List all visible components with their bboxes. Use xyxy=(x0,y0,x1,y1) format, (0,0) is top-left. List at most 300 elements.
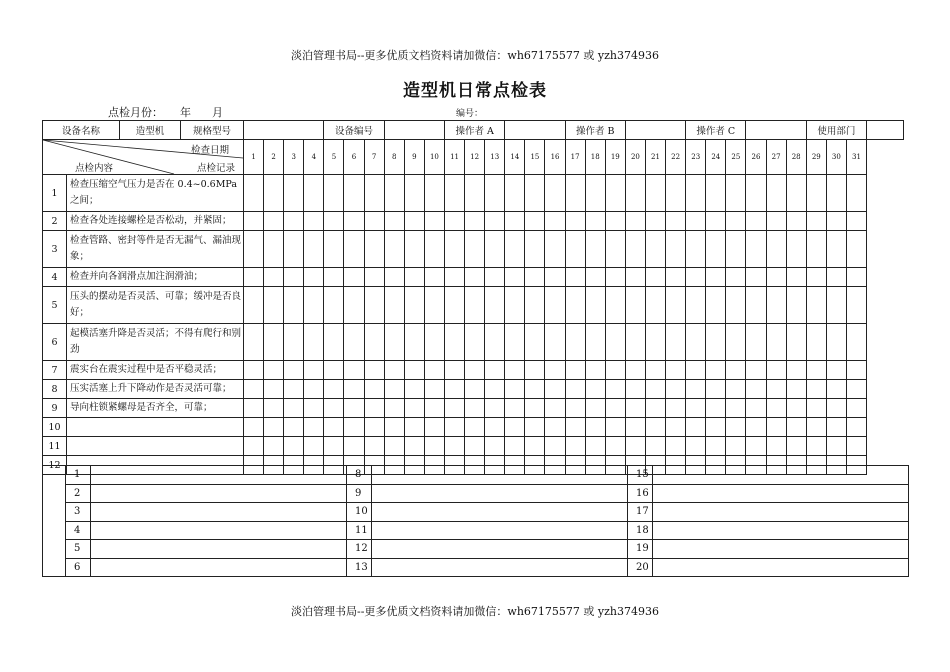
check-cell[interactable] xyxy=(846,361,866,380)
check-cell[interactable] xyxy=(666,212,686,231)
check-cell[interactable] xyxy=(465,231,485,268)
check-cell[interactable] xyxy=(846,437,866,456)
check-cell[interactable] xyxy=(505,361,525,380)
check-cell[interactable] xyxy=(444,361,464,380)
check-cell[interactable] xyxy=(384,418,404,437)
check-cell[interactable] xyxy=(384,175,404,212)
check-cell[interactable] xyxy=(465,268,485,287)
check-cell[interactable] xyxy=(364,212,384,231)
record-field[interactable] xyxy=(91,503,347,522)
check-cell[interactable] xyxy=(545,437,565,456)
check-cell[interactable] xyxy=(645,268,665,287)
check-cell[interactable] xyxy=(444,175,464,212)
check-cell[interactable] xyxy=(806,380,826,399)
check-cell[interactable] xyxy=(846,212,866,231)
record-field[interactable] xyxy=(372,503,628,522)
check-cell[interactable] xyxy=(625,231,645,268)
check-cell[interactable] xyxy=(364,231,384,268)
check-cell[interactable] xyxy=(726,175,746,212)
check-cell[interactable] xyxy=(324,437,344,456)
check-cell[interactable] xyxy=(525,324,545,361)
check-cell[interactable] xyxy=(625,212,645,231)
check-cell[interactable] xyxy=(826,399,846,418)
check-cell[interactable] xyxy=(806,437,826,456)
record-field[interactable] xyxy=(91,558,347,577)
check-cell[interactable] xyxy=(264,418,284,437)
check-cell[interactable] xyxy=(846,231,866,268)
check-cell[interactable] xyxy=(645,324,665,361)
check-cell[interactable] xyxy=(485,175,505,212)
check-cell[interactable] xyxy=(786,212,806,231)
check-cell[interactable] xyxy=(284,418,304,437)
check-cell[interactable] xyxy=(786,418,806,437)
check-cell[interactable] xyxy=(505,437,525,456)
check-cell[interactable] xyxy=(806,212,826,231)
check-cell[interactable] xyxy=(364,175,384,212)
check-cell[interactable] xyxy=(806,175,826,212)
check-cell[interactable] xyxy=(304,399,324,418)
check-cell[interactable] xyxy=(525,268,545,287)
check-cell[interactable] xyxy=(746,418,766,437)
check-cell[interactable] xyxy=(766,231,786,268)
check-cell[interactable] xyxy=(565,287,585,324)
check-cell[interactable] xyxy=(726,418,746,437)
check-cell[interactable] xyxy=(666,287,686,324)
check-cell[interactable] xyxy=(806,361,826,380)
record-field[interactable] xyxy=(372,558,628,577)
check-cell[interactable] xyxy=(545,418,565,437)
check-cell[interactable] xyxy=(645,380,665,399)
check-cell[interactable] xyxy=(545,380,565,399)
check-cell[interactable] xyxy=(324,380,344,399)
check-cell[interactable] xyxy=(565,175,585,212)
check-cell[interactable] xyxy=(384,399,404,418)
check-cell[interactable] xyxy=(424,399,444,418)
check-cell[interactable] xyxy=(505,287,525,324)
check-cell[interactable] xyxy=(625,287,645,324)
check-cell[interactable] xyxy=(826,361,846,380)
check-cell[interactable] xyxy=(304,231,324,268)
check-cell[interactable] xyxy=(324,268,344,287)
check-cell[interactable] xyxy=(485,437,505,456)
check-cell[interactable] xyxy=(565,212,585,231)
check-cell[interactable] xyxy=(706,380,726,399)
check-cell[interactable] xyxy=(746,212,766,231)
record-field[interactable] xyxy=(653,466,909,485)
check-cell[interactable] xyxy=(465,437,485,456)
check-cell[interactable] xyxy=(806,324,826,361)
record-field[interactable] xyxy=(372,540,628,559)
check-cell[interactable] xyxy=(625,437,645,456)
check-cell[interactable] xyxy=(605,437,625,456)
check-cell[interactable] xyxy=(766,437,786,456)
check-cell[interactable] xyxy=(666,380,686,399)
check-cell[interactable] xyxy=(404,399,424,418)
check-cell[interactable] xyxy=(706,287,726,324)
check-cell[interactable] xyxy=(766,361,786,380)
check-cell[interactable] xyxy=(525,418,545,437)
check-cell[interactable] xyxy=(585,287,605,324)
check-cell[interactable] xyxy=(666,399,686,418)
record-field[interactable] xyxy=(653,540,909,559)
check-cell[interactable] xyxy=(344,324,364,361)
check-cell[interactable] xyxy=(625,418,645,437)
check-cell[interactable] xyxy=(525,231,545,268)
check-cell[interactable] xyxy=(424,380,444,399)
check-cell[interactable] xyxy=(706,437,726,456)
check-cell[interactable] xyxy=(826,175,846,212)
check-cell[interactable] xyxy=(485,324,505,361)
check-cell[interactable] xyxy=(444,324,464,361)
check-cell[interactable] xyxy=(284,212,304,231)
check-cell[interactable] xyxy=(284,231,304,268)
check-cell[interactable] xyxy=(384,380,404,399)
check-cell[interactable] xyxy=(826,212,846,231)
check-cell[interactable] xyxy=(726,437,746,456)
check-cell[interactable] xyxy=(585,399,605,418)
check-cell[interactable] xyxy=(686,380,706,399)
check-cell[interactable] xyxy=(645,361,665,380)
check-cell[interactable] xyxy=(625,324,645,361)
check-cell[interactable] xyxy=(364,418,384,437)
check-cell[interactable] xyxy=(746,399,766,418)
check-cell[interactable] xyxy=(786,324,806,361)
check-cell[interactable] xyxy=(364,268,384,287)
check-cell[interactable] xyxy=(244,212,264,231)
check-cell[interactable] xyxy=(284,437,304,456)
check-cell[interactable] xyxy=(645,212,665,231)
check-cell[interactable] xyxy=(244,268,264,287)
check-cell[interactable] xyxy=(404,361,424,380)
check-cell[interactable] xyxy=(766,212,786,231)
check-cell[interactable] xyxy=(545,324,565,361)
check-cell[interactable] xyxy=(344,399,364,418)
check-cell[interactable] xyxy=(686,212,706,231)
check-cell[interactable] xyxy=(284,324,304,361)
check-cell[interactable] xyxy=(545,361,565,380)
check-cell[interactable] xyxy=(424,268,444,287)
check-cell[interactable] xyxy=(605,231,625,268)
check-cell[interactable] xyxy=(645,399,665,418)
check-cell[interactable] xyxy=(424,287,444,324)
record-field[interactable] xyxy=(653,503,909,522)
check-cell[interactable] xyxy=(264,287,284,324)
check-cell[interactable] xyxy=(444,418,464,437)
check-cell[interactable] xyxy=(525,175,545,212)
check-cell[interactable] xyxy=(686,437,706,456)
check-cell[interactable] xyxy=(444,437,464,456)
check-cell[interactable] xyxy=(384,287,404,324)
check-cell[interactable] xyxy=(625,175,645,212)
check-cell[interactable] xyxy=(565,399,585,418)
check-cell[interactable] xyxy=(525,212,545,231)
check-cell[interactable] xyxy=(746,324,766,361)
check-cell[interactable] xyxy=(826,287,846,324)
check-cell[interactable] xyxy=(645,437,665,456)
check-cell[interactable] xyxy=(706,212,726,231)
check-cell[interactable] xyxy=(786,231,806,268)
check-cell[interactable] xyxy=(485,268,505,287)
check-cell[interactable] xyxy=(686,175,706,212)
check-cell[interactable] xyxy=(686,418,706,437)
check-cell[interactable] xyxy=(244,418,264,437)
check-cell[interactable] xyxy=(726,399,746,418)
check-cell[interactable] xyxy=(304,380,324,399)
check-cell[interactable] xyxy=(304,437,324,456)
record-field[interactable] xyxy=(91,540,347,559)
check-cell[interactable] xyxy=(726,361,746,380)
check-cell[interactable] xyxy=(304,324,324,361)
check-cell[interactable] xyxy=(766,380,786,399)
check-cell[interactable] xyxy=(505,175,525,212)
check-cell[interactable] xyxy=(726,231,746,268)
check-cell[interactable] xyxy=(465,399,485,418)
check-cell[interactable] xyxy=(485,399,505,418)
check-cell[interactable] xyxy=(404,380,424,399)
check-cell[interactable] xyxy=(806,231,826,268)
check-cell[interactable] xyxy=(505,399,525,418)
check-cell[interactable] xyxy=(605,175,625,212)
check-cell[interactable] xyxy=(826,437,846,456)
check-cell[interactable] xyxy=(424,437,444,456)
check-cell[interactable] xyxy=(505,324,525,361)
check-cell[interactable] xyxy=(364,437,384,456)
check-cell[interactable] xyxy=(264,212,284,231)
check-cell[interactable] xyxy=(304,361,324,380)
check-cell[interactable] xyxy=(424,418,444,437)
check-cell[interactable] xyxy=(846,324,866,361)
check-cell[interactable] xyxy=(585,231,605,268)
check-cell[interactable] xyxy=(605,361,625,380)
check-cell[interactable] xyxy=(706,361,726,380)
check-cell[interactable] xyxy=(565,418,585,437)
check-cell[interactable] xyxy=(324,175,344,212)
record-field[interactable] xyxy=(372,466,628,485)
check-cell[interactable] xyxy=(344,175,364,212)
check-cell[interactable] xyxy=(244,399,264,418)
check-cell[interactable] xyxy=(786,268,806,287)
check-cell[interactable] xyxy=(525,437,545,456)
check-cell[interactable] xyxy=(384,437,404,456)
check-cell[interactable] xyxy=(244,324,264,361)
check-cell[interactable] xyxy=(404,175,424,212)
check-cell[interactable] xyxy=(444,287,464,324)
check-cell[interactable] xyxy=(424,361,444,380)
check-cell[interactable] xyxy=(304,175,324,212)
check-cell[interactable] xyxy=(605,324,625,361)
check-cell[interactable] xyxy=(424,231,444,268)
check-cell[interactable] xyxy=(706,399,726,418)
check-cell[interactable] xyxy=(806,399,826,418)
check-cell[interactable] xyxy=(585,268,605,287)
check-cell[interactable] xyxy=(605,212,625,231)
check-cell[interactable] xyxy=(746,231,766,268)
check-cell[interactable] xyxy=(666,437,686,456)
check-cell[interactable] xyxy=(565,361,585,380)
check-cell[interactable] xyxy=(244,380,264,399)
check-cell[interactable] xyxy=(465,380,485,399)
check-cell[interactable] xyxy=(384,324,404,361)
check-cell[interactable] xyxy=(746,380,766,399)
check-cell[interactable] xyxy=(465,175,485,212)
check-cell[interactable] xyxy=(786,287,806,324)
check-cell[interactable] xyxy=(545,287,565,324)
check-cell[interactable] xyxy=(786,380,806,399)
check-cell[interactable] xyxy=(465,324,485,361)
check-cell[interactable] xyxy=(806,418,826,437)
check-cell[interactable] xyxy=(786,437,806,456)
check-cell[interactable] xyxy=(384,231,404,268)
check-cell[interactable] xyxy=(645,287,665,324)
check-cell[interactable] xyxy=(706,324,726,361)
check-cell[interactable] xyxy=(846,175,866,212)
record-field[interactable] xyxy=(372,521,628,540)
check-cell[interactable] xyxy=(585,418,605,437)
check-cell[interactable] xyxy=(686,268,706,287)
check-cell[interactable] xyxy=(525,287,545,324)
check-cell[interactable] xyxy=(726,212,746,231)
check-cell[interactable] xyxy=(424,175,444,212)
check-cell[interactable] xyxy=(284,399,304,418)
check-cell[interactable] xyxy=(545,231,565,268)
check-cell[interactable] xyxy=(485,287,505,324)
check-cell[interactable] xyxy=(766,418,786,437)
check-cell[interactable] xyxy=(686,399,706,418)
check-cell[interactable] xyxy=(344,380,364,399)
check-cell[interactable] xyxy=(244,361,264,380)
check-cell[interactable] xyxy=(645,418,665,437)
check-cell[interactable] xyxy=(625,361,645,380)
check-cell[interactable] xyxy=(424,212,444,231)
check-cell[interactable] xyxy=(264,380,284,399)
check-cell[interactable] xyxy=(485,231,505,268)
check-cell[interactable] xyxy=(284,287,304,324)
check-cell[interactable] xyxy=(485,380,505,399)
check-cell[interactable] xyxy=(364,324,384,361)
check-cell[interactable] xyxy=(605,399,625,418)
check-cell[interactable] xyxy=(605,287,625,324)
check-cell[interactable] xyxy=(726,268,746,287)
operator-c-value[interactable] xyxy=(746,121,806,140)
check-cell[interactable] xyxy=(324,418,344,437)
check-cell[interactable] xyxy=(545,212,565,231)
check-cell[interactable] xyxy=(284,175,304,212)
check-cell[interactable] xyxy=(846,399,866,418)
check-cell[interactable] xyxy=(605,418,625,437)
check-cell[interactable] xyxy=(565,231,585,268)
check-cell[interactable] xyxy=(766,268,786,287)
check-cell[interactable] xyxy=(324,361,344,380)
check-cell[interactable] xyxy=(585,380,605,399)
check-cell[interactable] xyxy=(786,175,806,212)
record-field[interactable] xyxy=(91,484,347,503)
check-cell[interactable] xyxy=(545,399,565,418)
check-cell[interactable] xyxy=(525,399,545,418)
check-cell[interactable] xyxy=(264,324,284,361)
check-cell[interactable] xyxy=(645,175,665,212)
check-cell[interactable] xyxy=(585,437,605,456)
check-cell[interactable] xyxy=(565,324,585,361)
check-cell[interactable] xyxy=(826,268,846,287)
check-cell[interactable] xyxy=(686,361,706,380)
check-cell[interactable] xyxy=(284,361,304,380)
equipment-no-value[interactable] xyxy=(384,121,444,140)
check-cell[interactable] xyxy=(605,268,625,287)
check-cell[interactable] xyxy=(746,361,766,380)
check-cell[interactable] xyxy=(666,268,686,287)
check-cell[interactable] xyxy=(444,380,464,399)
record-field[interactable] xyxy=(91,466,347,485)
check-cell[interactable] xyxy=(324,287,344,324)
check-cell[interactable] xyxy=(324,212,344,231)
check-cell[interactable] xyxy=(384,361,404,380)
check-cell[interactable] xyxy=(304,418,324,437)
check-cell[interactable] xyxy=(505,212,525,231)
check-cell[interactable] xyxy=(846,268,866,287)
check-cell[interactable] xyxy=(746,437,766,456)
operator-a-value[interactable] xyxy=(505,121,565,140)
check-cell[interactable] xyxy=(324,399,344,418)
check-cell[interactable] xyxy=(404,437,424,456)
dept-value[interactable] xyxy=(867,121,904,140)
check-cell[interactable] xyxy=(404,287,424,324)
check-cell[interactable] xyxy=(264,231,284,268)
check-cell[interactable] xyxy=(465,287,485,324)
check-cell[interactable] xyxy=(686,287,706,324)
check-cell[interactable] xyxy=(384,212,404,231)
check-cell[interactable] xyxy=(404,268,424,287)
check-cell[interactable] xyxy=(505,231,525,268)
check-cell[interactable] xyxy=(465,418,485,437)
check-cell[interactable] xyxy=(846,418,866,437)
check-cell[interactable] xyxy=(344,231,364,268)
check-cell[interactable] xyxy=(364,287,384,324)
check-cell[interactable] xyxy=(344,268,364,287)
check-cell[interactable] xyxy=(686,231,706,268)
model-value[interactable] xyxy=(244,121,324,140)
check-cell[interactable] xyxy=(505,380,525,399)
check-cell[interactable] xyxy=(244,231,264,268)
check-cell[interactable] xyxy=(565,268,585,287)
record-field[interactable] xyxy=(372,484,628,503)
check-cell[interactable] xyxy=(585,324,605,361)
check-cell[interactable] xyxy=(706,175,726,212)
check-cell[interactable] xyxy=(806,268,826,287)
check-cell[interactable] xyxy=(444,231,464,268)
check-cell[interactable] xyxy=(444,212,464,231)
check-cell[interactable] xyxy=(344,361,364,380)
check-cell[interactable] xyxy=(786,399,806,418)
check-cell[interactable] xyxy=(364,361,384,380)
check-cell[interactable] xyxy=(826,418,846,437)
check-cell[interactable] xyxy=(284,380,304,399)
check-cell[interactable] xyxy=(625,399,645,418)
check-cell[interactable] xyxy=(404,212,424,231)
record-field[interactable] xyxy=(653,484,909,503)
check-cell[interactable] xyxy=(344,212,364,231)
check-cell[interactable] xyxy=(424,324,444,361)
check-cell[interactable] xyxy=(344,437,364,456)
check-cell[interactable] xyxy=(525,361,545,380)
check-cell[interactable] xyxy=(706,268,726,287)
check-cell[interactable] xyxy=(304,287,324,324)
check-cell[interactable] xyxy=(485,361,505,380)
check-cell[interactable] xyxy=(244,287,264,324)
check-cell[interactable] xyxy=(846,287,866,324)
check-cell[interactable] xyxy=(605,380,625,399)
check-cell[interactable] xyxy=(264,437,284,456)
check-cell[interactable] xyxy=(264,175,284,212)
